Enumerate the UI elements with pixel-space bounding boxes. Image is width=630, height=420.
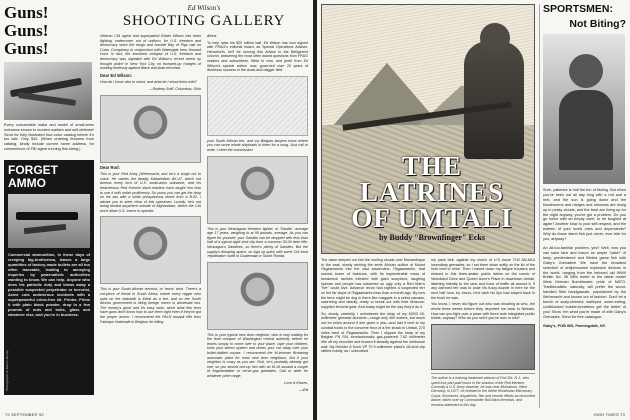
article-headline bbox=[332, 153, 532, 231]
fighter-portrait-image bbox=[207, 156, 308, 224]
sportsmen-ad-column bbox=[539, 4, 626, 408]
forget-ammo-text: Commercial ammunition, in these days of creeping big-brotherism, leaves a large quantities of factory-made bullets are all too often traceable, leading to annoying inquiries by paternalistic authorities wanting to know. We can help. Anyone who does his patriotic duty and blows away a possible suspected perpetrator or terrorist, Acme cuts undesirous incidents with a superpowerful crime-free kit. Printer. Prime it with plain black powder, drop in a few pounds of nuts and bolts, glass and whatever else, and you're in business. bbox=[8, 251, 90, 317]
left-page bbox=[0, 0, 313, 420]
sportsmen-ad-contact: Gaby's, POB 965, Farmingdale, NY. bbox=[543, 323, 606, 328]
answer-paragraph: This is your Red Army (Wehrmacht, and he's a tough nut to crack. He carries the deadly Kalashnikov AK-47, which not doesns every inch of U.S. small-arms ordnance, and his treacherous Red Kremlin slave-masters have taught him how to use it with unfair proficiency. So yours you can get the drop on his ass with a white phosphorous bomb from a B-52. I advise you to steer clear of this specimen. Luckily, he's not being bested anywhere outside of Afghanistan, where the CIA won't allow U.S. mercs to operate. bbox=[100, 172, 201, 213]
author-caption: The author is a training-hardened veteran of Fort Dix, N.J., who spent four part-paid hours in the shadow of the Red Menace. Currently a U.S. Army deserter, he was near Mutsaburu, West Germany, in 1977, he enlisted in the White Rhodesian Mercenary Corps. Brochures, dispatches, film and remote efforts as recounted above, taken over by Commander Bull black terrorists, and remains stationed to this day. bbox=[431, 373, 535, 407]
article-hero-illustration bbox=[321, 4, 535, 254]
headline-line: OF UMTALI bbox=[351, 203, 513, 233]
forget-title-line: AMMO bbox=[8, 175, 46, 190]
article-body bbox=[321, 258, 535, 410]
terrorist-portrait-image bbox=[100, 216, 201, 284]
ammo-photo bbox=[8, 194, 90, 248]
guns-catalog-photo bbox=[4, 62, 92, 120]
answer-paragraph: Africa. bbox=[207, 34, 218, 38]
author-mark: —Ed bbox=[299, 387, 308, 393]
forget-title-line: FORGET bbox=[8, 162, 58, 177]
page-folio-left: 72 SEPTEMBER 92 bbox=[5, 412, 44, 417]
article-column-right bbox=[431, 258, 535, 410]
column-body bbox=[100, 34, 308, 392]
letter-question: How do I know who to shoot, and what do I shoot them with? bbox=[100, 80, 197, 85]
letter-salutation: Dear Ed Wilson: bbox=[100, 72, 133, 78]
sportsmen-ad-text-2: An all-too-familiar problem, yes? Well, now you can save face and insure an ample "catch" of tasty, predendered and filleted game fish with Gaby's Grenades! We have the broadest selection of antipersonnel explosive devices in the world, ranging from the beloved old WWII British No. 36 Mills bomb to the latest model West German Bombbuster, pride of NATO. Traditionalists, naturally, will prefer the wood-handled Stiel handgranate, popularized by the Wehrmacht and known out of fashion. Don't let a bunch of scaly-skinned, walleyed, worm-eating, coldblooded bubble-breathers get the better of you! Show 'em what you're made of with Gaby's Grenades. Send for free catalogue, bbox=[543, 245, 626, 319]
neighbor-portrait-image bbox=[207, 262, 308, 330]
answer-paragraph: your South African terr, and my Belgian lawyers know where you can score whole shiploads of them for a song. Just call or write, I meet the commission. bbox=[207, 138, 308, 152]
author-photo bbox=[431, 324, 535, 370]
column-text-left bbox=[100, 34, 201, 392]
forget-ammo-title bbox=[8, 164, 90, 190]
answer-paragraph: This is your Nicaraguan freedom fighter, or 'Sandie,' average age 17 years, weighing in at 90 pounds, average. As you can figure for yourself, your Sandito can be dropped with less than half of a typical sight shot clip from a common 30.06 deer rifle. Nicaragua's Sandinos, so there's plenty of Sandies. But the supply's drooping apace, so sign up quick with some CIA front 'repatriation' outfit in Guatemala or South Florida. bbox=[207, 226, 308, 259]
shooting-gallery-column bbox=[100, 4, 308, 408]
sketch-image bbox=[207, 76, 308, 136]
illustration-soldier-head bbox=[480, 23, 510, 53]
guns-title-line: Guns! bbox=[4, 3, 49, 22]
article-paragraph: The dawn seeped out into the moiling clouds over Mozambique to the east, slowly etching the eerie African outline of Mount iTsgaamanhu into the vast savannahs. iTsgaamanhu, that surreal tower of baboons, with its impenetrable mass of breakneck ravines infested with giant scorpions, laughing hyenas and people has suborned so ugly only a Red Man's "her" could love. Advance recon had sighted a suspected terr on the far slope of iTsgaamanhu less than a month ago. By now the terrs might be dug in there like maggots in a zebra carcass, swarming and deadly, ready to break out with their Moscow-supplied terrorist gear. And today might be the day they'd do it. bbox=[321, 258, 425, 310]
guns-title-line: Guns! bbox=[4, 39, 49, 58]
answer-paragraph: This is your typical next door neighbor, who is only waiting for the final collapse of Washington central authority before he learns simply to come over to your place, rape your children, loots your stereo system and drives your car away over your bullet-riddled corpse. I recommend the M-trimmer Browning automatic pistol for most next door neighbors. But if your neighbor is crazy as you are. Rod, he's probably already got one, so you should one-up him with an M-16 assault a couple of fragmentation or nerve-gas grenades. Call or write for whatever price range. bbox=[207, 332, 308, 379]
headline-line: THE LATRINES bbox=[359, 151, 505, 207]
answer-paragraph: This is your South African terrorist, or 'terror' dont. There's a cut-piece of threat in South Africa, where every nigger who spits on the sidewalk is listed as a terr, and so the South African government is hiring foreign mercs in wholesale lots. The money's good and it's easy work, since what few terrs have guns don't know how to use them right even if they've got the proper ammo. I recommend the FALN assault rifle from Fabrique Nationale in Belgium for killing bbox=[100, 287, 201, 324]
column-text-right bbox=[207, 34, 308, 392]
article-paragraph: my pack belt, against my clutch of U.S.-issue TH3 AN-M14 incendiary grenades, so I set them down softly on the lid of the hole next to mine. Then I eased down my fatigue trousers and relaxed in this three-seater public latrine on the corner of Verkolstch Drive and Queen Anne's Place in downtown Umtali, listening intently to the rank and honk of traffic all around it. If any damned terr was to poke his fuzzy-wuzzie in here for the next half hour, by Jesus, he'd wish his lips had stayed back in the bush he was. bbox=[431, 258, 535, 300]
sportsmen-ad-text: Sure, patience is half the fun of fishing. But when you've been out all day long with a rod and a reel, and the sun is going down and the bloodworms and midges and minnows are rising up in pesky clouds, and the trout are lining up for the night anyway, you've got a problem. Do you go home with an empty creel, to be laughed at again? Another blow to your self-respect, and the esteem of your loved ones and dependents? Why do those damn fish just never, ever bite for you, anyway? bbox=[543, 188, 626, 242]
guns-title-line: Guns! bbox=[4, 21, 49, 40]
answer-salutation: Dear Rod: bbox=[100, 164, 121, 170]
fisherman-photo bbox=[543, 34, 625, 184]
guns-ad-text: Every conceivable make and model of small-arms ordnance known to modern warfare and self-defense! Send for fully illustrated four-color catalog before it's too late. Only $10. (When ordering firearms from catalog, kindly include current home address, for convenience of FBI agent running this string.) bbox=[4, 123, 94, 151]
soldier-portrait-image bbox=[100, 95, 201, 163]
column-title: SHOOTING GALLERY bbox=[122, 13, 286, 29]
article-paragraph: You know, I never did figure out who was shooting at who, the whole three weeks before they deported me back to Newark. How can you fight over a place with three-hole integrated public toilets, anyway? Who do you sell if you've won or lost? bbox=[431, 302, 535, 321]
guns-ad-column bbox=[4, 4, 94, 408]
page-folio-right: HIGH TIMES 73 bbox=[593, 412, 625, 417]
intro-paragraph: Veteran CIA agent and superpatriot Edwin Wilson has been fighting, undercover, out of uniform, for U.S. freedom and democracy since the tough and humble Bay of Pigs raid on Cuba. Conspiracy in conjunction with Watergate hero Howard Hunt. In fact, the imminent collapse of U.S. freedom and democracy was signaled with Ed Wilson's recent arrest by thought police in New York City, on trumped-up charges of working tirelessly against Black and Arab terrorists. bbox=[100, 34, 201, 71]
closing-line: Love & Kisses, bbox=[284, 380, 308, 385]
article-paragraph: So, slowly, carefully, I unlimbered the strap of my M203 40-millimeter grenade launcher—range only 400 meters, but much out for miles around if she gives a yes—and laid it next to my combat boots in the concrete floor of a the shack in Umtali, 270 miles west of iTsgaamanhu. Then I slipped the strap of my Belgian FN FAL semiautomatic gas-powered 7.62 millimeter rifle off my shoulder and braced it steadily against the shithouse wall. My Heckler & Koch VP 70 9-millimeter pistol's 18-shot clip rattled noisily, as I unbuckled bbox=[321, 311, 425, 354]
sportsmen-ad-title: SPORTSMEN: bbox=[543, 3, 614, 15]
sportsmen-ad-subtitle: Not Biting? bbox=[569, 18, 626, 30]
column-byline: Ed Wilson's bbox=[187, 4, 221, 12]
article-byline: by Buddy "Brownfinger" Ecks bbox=[379, 233, 485, 242]
editor-note: To help raise his $20 million bail, Ed Wilson has now signed with FRAG's editorial board, as Special Operations Adviser. Henceforth, he'll be running this Advice to the Belligerent column, answering the most often asked questions from FRAG readers and subscribers. Write in now, and profit from Ed Wilson's special advice now, governed over 20 years of illustrious success in the cloak-and-dagger field. bbox=[207, 40, 308, 73]
photo-credit: Photographs by Barron Murray bbox=[5, 349, 9, 391]
right-page bbox=[317, 0, 630, 420]
guns-ad-title bbox=[4, 4, 94, 58]
letter-signature: —Rodney Sniff, Columbus, Ohio bbox=[149, 86, 201, 91]
illustration-soldier bbox=[464, 41, 524, 159]
article-column-left bbox=[321, 258, 425, 410]
forget-ammo-ad bbox=[4, 160, 94, 395]
